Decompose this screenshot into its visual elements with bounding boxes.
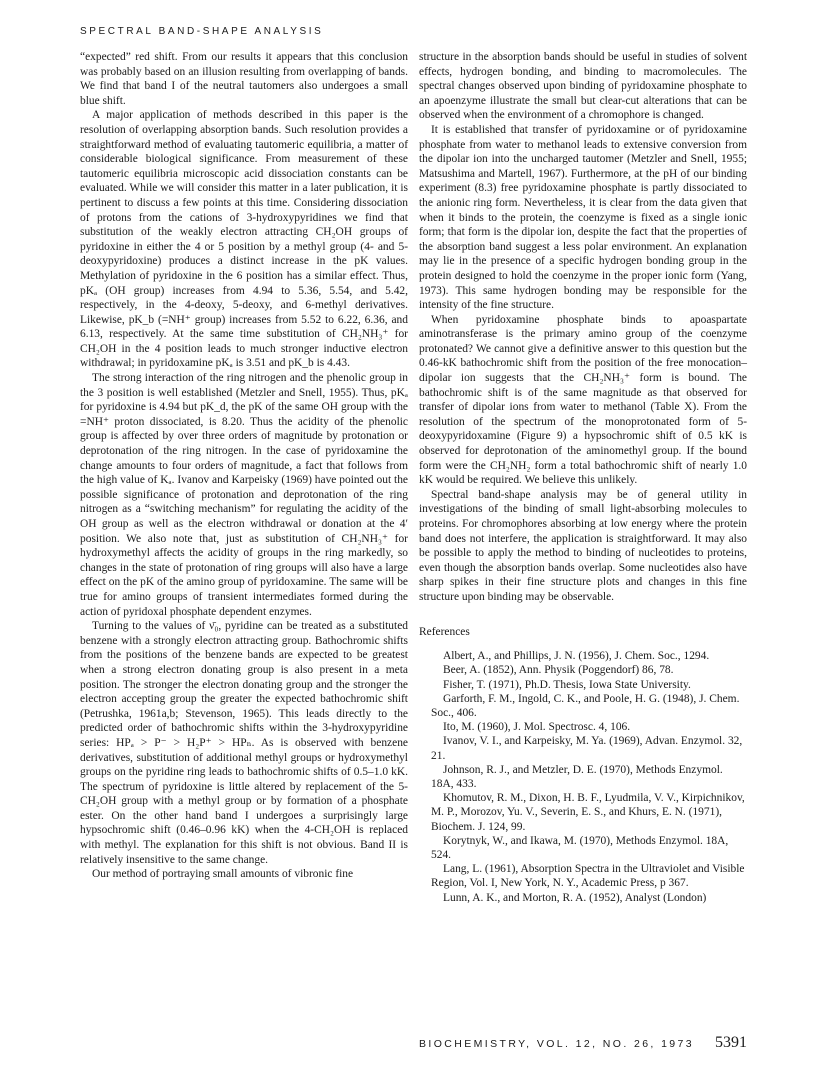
- paragraph: structure in the absorption bands should be useful in studies of solvent effects, hydrogen bonding, and binding to macromolecules. The spectral changes observed upon binding of pyridoxamine phosphate to an apoenzyme illustrate the small but clear-cut alterations that can be observed when the environment of a chromophore is changed.: [419, 51, 747, 122]
- reference-item: Albert, A., and Phillips, J. N. (1956), J. Chem. Soc., 1294.: [443, 650, 710, 663]
- left-column: [80, 50, 408, 882]
- journal-citation: BIOCHEMISTRY, VOL. 12, NO. 26, 1973: [419, 1038, 695, 1050]
- reference-item: Johnson, R. J., and Metzler, D. E. (1970), Methods Enzymol. 18A, 433.: [431, 763, 723, 790]
- reference-item: Beer, A. (1852), Ann. Physik (Poggendorf) 86, 78.: [443, 664, 674, 677]
- paragraph: A major application of methods described in this paper is the resolution of overlapping absorption bands. Such resolution provides a straightforward method of evaluating tautomeric equilibria, a matter of considerable biological significance. From measurement of these tautomeric equilibria microscopic acid dissociation constants can be evaluated. While we will consider this matter in a later publication, it is pertinent to discuss a few points at this time. Considering dissociation of protons from the cations of 3-hydroxypyridines we find that substitution of the weakly electron attracting CH₂OH groups of pyridoxine in either the 4 or 5 position by a methyl group (4- and 5-deoxypyridoxine) produces a distinct increase in the pK values. Methylation of pyridoxine in the 6 position has a similar effect. Thus, pKₐ (OH group) increases from 4.94 to 5.36, 5.54, and 5.42, respectively, in the 4-deoxy, 5-deoxy, and 6-methyl derivatives. Likewise, pK_b (=NH⁺ group) increases from 5.52 to 6.22, 6.36, and 6.13, respectively. At the same time substitution of CH₂NH₃⁺ for CH₂OH in the 4 position leads to much stronger inductive electron withdrawal; in pyridoxamine pKₐ is 3.51 and pK_b is 4.43.: [80, 109, 408, 370]
- paragraph: Our method of portraying small amounts of vibronic fine: [92, 868, 354, 881]
- paragraph: Spectral band-shape analysis may be of general utility in investigations of the binding of small light-absorbing molecules to proteins. For chromophores absorbing at low energy where the protein band does not interfere, the application is straightforward. It may also be possible to apply the method to binding of nucleotides to proteins, even though the absorption bands overlap. Some nucleotides also have sharp spikes in their fine structure plots and changes in this fine structure upon binding may be observable.: [419, 488, 747, 603]
- paragraph: “expected” red shift. From our results it appears that this conclusion was probably based on an illusion resulting from overlapping of bands. We find that band I of the neutral tautomers also undergoes a small blue shift.: [80, 51, 408, 107]
- reference-item: Lang, L. (1961), Absorption Spectra in the Ultraviolet and Visible Region, Vol. I, New York, N. Y., Academic Press, p 367.: [431, 863, 745, 890]
- page-footer: [419, 1034, 747, 1052]
- reference-item: Ito, M. (1960), J. Mol. Spectrosc. 4, 106.: [443, 721, 631, 734]
- references-list: [419, 649, 747, 905]
- paragraph: It is established that transfer of pyridoxamine or of pyridoxamine phosphate from water to methanol leads to extensive conversion from the dipolar ion into the uncharged tautomer (Metzler and Snell, 1955; Matsushima and Martell, 1967). Furthermore, at the pH of our binding experiment (8.3) free pyridoxamine phosphate is partly dissociated to the anionic ring form. Nevertheless, it is clear from the data given that when it binds to the protein, the coenzyme is fixed as a single ionic form; that form is the dipolar ion, despite the fact that the properties of the absorption band suggest a less polar environment. An explanation may lie in the presence of a specific hydrogen bonding group in the protein designed to hold the coenzyme in the proper ionic form (Yang, 1973). This same hydrogen bonding may be responsible for the intensity of the fine structure.: [419, 123, 747, 312]
- paragraph: When pyridoxamine phosphate binds to apoaspartate aminotransferase is the primary amino group of the coenzyme protonated? We cannot give a definitive answer to this question but the 0.46-kK bathochromic shift from the position of the free monocation–dipolar ion suggests that the CH₂NH₃⁺ form is bound. The bathochromic shift is of the same magnitude as that observed for transfer of dipolar ions from water to methanol (Table X). From the resolution of the spectrum of the monoprotonated form of 5-deoxypyridoxamine (Figure 9) a hypsochromic shift of 0.5 kK is observed for deprotonation of the aminomethyl group. If the bound form were the CH₂NH₂ form a total bathochromic shift of nearly 1.0 kK would be required. We believe this unlikely.: [419, 313, 747, 487]
- right-column: [419, 50, 747, 905]
- reference-item: Ivanov, V. I., and Karpeisky, M. Ya. (1969), Advan. Enzymol. 32, 21.: [431, 735, 743, 762]
- reference-item: Korytnyk, W., and Ikawa, M. (1970), Methods Enzymol. 18A, 524.: [431, 834, 729, 861]
- reference-item: Khomutov, R. M., Dixon, H. B. F., Lyudmila, V. V., Kirpichnikov, M. P., Morozov, Yu. V., Severin, E. S., and Khurs, E. N. (1971), Biochem. J. 124, 99.: [431, 792, 745, 833]
- page-number: 5391: [715, 1034, 747, 1051]
- running-head: SPECTRAL BAND-SHAPE ANALYSIS: [80, 26, 324, 37]
- paragraph: The strong interaction of the ring nitrogen and the phenolic group in the 3 position is well established (Metzler and Snell, 1955). Thus, pKₐ for pyridoxine is 4.94 but pK_d, the pK of the same OH group with the =NH⁺ proton dissociated, is 8.20. Thus the acidity of the phenolic group is affected by over three orders of magnitude by protonation or deprotonation of the ring nitrogen. In the case of pyridoxamine the change amounts to four orders of magnitude, a fact that follows from the high value of Kₐ. Ivanov and Karpeisky (1969) have pointed out the possible significance of protonation and deprotonation of the ring nitrogen as a “switching mechanism” for regulating the acidity of the OH group as well as the electron withdrawal or donation at the 4′ position. We also note that, just as substitution of CH₂NH₃⁺ for hydroxymethyl affects the acidity of groups in the ring markedly, so changes in the state of protonation of ring groups will also have a large effect on the pK of the amino group of pyridoxamine. The same will be true for amino groups of transient intermediates formed during the action of pyridoxal phosphate dependent enzymes.: [80, 372, 408, 618]
- reference-item: Lunn, A. K., and Morton, R. A. (1952), Analyst (London): [443, 891, 707, 904]
- paragraph: Turning to the values of ν̄₀, pyridine can be treated as a substituted benzene with a strongly electron attracting group. Bathochromic shifts from the positions of the benzene bands are expected to be greatest when a strong electron donating group is also present in a meta position. The stronger the electron donating group and the stronger the electron accepting group the greater the expected bathochromic shift (Petrushka, 1961a,b; Stevenson, 1965). This leads directly to the predicted order of bathochromic shifts within the 3-hydroxypyridine series: HPₐ > P⁻ > H₂P⁺ > HPₙ. As is observed with benzene derivatives, substitution of additional methyl groups or hydroxymethyl groups on the pyridine ring leads to bathochromic shifts of 0.5–1.0 kK. The spectrum of pyridoxine is little altered by replacement of the 5-CH₂OH group with a methyl group or by formation of a phosphate ester. On the other hand band I undergoes a surprisingly large hypsochromic shift (0.46–0.96 kK) when the 4-CH₂OH is replaced with methyl. The explanation for this shift is not obvious. Band II is relatively insensitive to the same change.: [80, 620, 408, 866]
- references-heading: References: [419, 625, 470, 638]
- reference-item: Fisher, T. (1971), Ph.D. Thesis, Iowa State University.: [443, 678, 691, 691]
- reference-item: Garforth, F. M., Ingold, C. K., and Poole, H. G. (1948), J. Chem. Soc., 406.: [431, 692, 740, 719]
